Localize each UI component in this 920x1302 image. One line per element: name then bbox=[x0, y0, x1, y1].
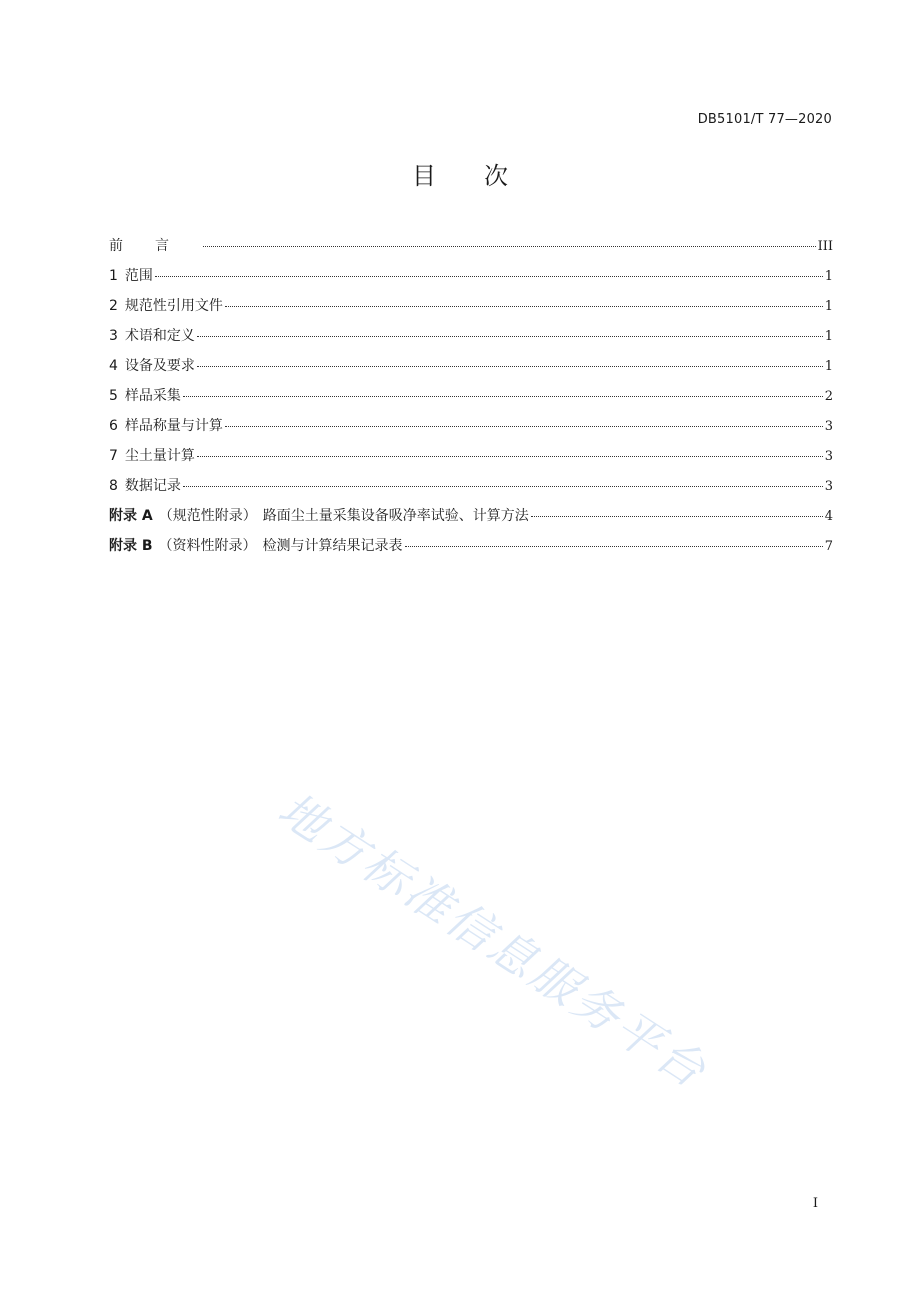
toc-annex-label: 附录 B bbox=[109, 538, 153, 554]
toc-entry-number: 2 bbox=[109, 298, 118, 314]
toc-entry-page: 3 bbox=[824, 419, 833, 434]
toc-entry-6[interactable] bbox=[109, 415, 833, 445]
toc-dot-leader bbox=[183, 396, 823, 397]
toc-entry-page: 3 bbox=[824, 449, 833, 464]
page-number: I bbox=[812, 1196, 818, 1211]
toc-annex-kind: （规范性附录） bbox=[158, 508, 257, 524]
toc-entry-text: 检测与计算结果记录表 bbox=[262, 538, 403, 554]
toc-dot-leader bbox=[531, 516, 823, 517]
toc-entry-number: 6 bbox=[109, 418, 118, 434]
toc-entry-page: 7 bbox=[824, 539, 833, 554]
toc-entry-page: 1 bbox=[824, 269, 833, 284]
toc-entry-page: 2 bbox=[824, 389, 833, 404]
toc-entry-number: 7 bbox=[109, 448, 118, 464]
toc-dot-leader bbox=[197, 336, 823, 337]
toc-entry-annex-b[interactable] bbox=[109, 535, 833, 565]
toc-dot-leader bbox=[197, 366, 823, 367]
table-of-contents bbox=[109, 235, 833, 565]
toc-entry-number: 1 bbox=[109, 268, 118, 284]
toc-entry-text: 设备及要求 bbox=[124, 358, 195, 374]
toc-entry-text: 规范性引用文件 bbox=[124, 298, 223, 314]
toc-entry-text: 路面尘土量采集设备吸净率试验、计算方法 bbox=[262, 508, 529, 524]
toc-entry-page: 4 bbox=[824, 509, 833, 524]
toc-annex-label: 附录 A bbox=[109, 508, 153, 524]
toc-dot-leader bbox=[155, 276, 823, 277]
toc-entry-text: 前言 bbox=[109, 238, 201, 254]
toc-annex-kind: （资料性附录） bbox=[158, 538, 257, 554]
toc-dot-leader bbox=[183, 486, 823, 487]
document-code: DB5101/T 77—2020 bbox=[697, 112, 832, 127]
toc-entry-page: 1 bbox=[824, 329, 833, 344]
toc-dot-leader bbox=[203, 246, 816, 247]
toc-entry-foreword[interactable] bbox=[109, 235, 833, 265]
toc-entry-page: 1 bbox=[824, 359, 833, 374]
toc-entry-text: 数据记录 bbox=[124, 478, 181, 494]
toc-entry-5[interactable] bbox=[109, 385, 833, 415]
toc-entry-2[interactable] bbox=[109, 295, 833, 325]
toc-entry-number: 5 bbox=[109, 388, 118, 404]
toc-dot-leader bbox=[225, 426, 823, 427]
toc-entry-page: III bbox=[817, 239, 833, 254]
toc-entry-number: 4 bbox=[109, 358, 118, 374]
toc-title: 目次 bbox=[412, 162, 556, 190]
toc-entry-page: 1 bbox=[824, 299, 833, 314]
watermark: 地方标准信息服务平台 bbox=[268, 781, 718, 1100]
toc-entry-text: 尘土量计算 bbox=[124, 448, 195, 464]
toc-entry-1[interactable] bbox=[109, 265, 833, 295]
toc-entry-4[interactable] bbox=[109, 355, 833, 385]
toc-entry-text: 范围 bbox=[124, 268, 153, 284]
toc-entry-annex-a[interactable] bbox=[109, 505, 833, 535]
toc-entry-3[interactable] bbox=[109, 325, 833, 355]
toc-dot-leader bbox=[197, 456, 823, 457]
toc-entry-number: 8 bbox=[109, 478, 118, 494]
toc-entry-7[interactable] bbox=[109, 445, 833, 475]
toc-dot-leader bbox=[405, 546, 823, 547]
toc-entry-text: 样品称量与计算 bbox=[124, 418, 223, 434]
toc-entry-8[interactable] bbox=[109, 475, 833, 505]
toc-entry-page: 3 bbox=[824, 479, 833, 494]
toc-entry-number: 3 bbox=[109, 328, 118, 344]
toc-entry-text: 样品采集 bbox=[124, 388, 181, 404]
toc-dot-leader bbox=[225, 306, 823, 307]
toc-entry-text: 术语和定义 bbox=[124, 328, 195, 344]
